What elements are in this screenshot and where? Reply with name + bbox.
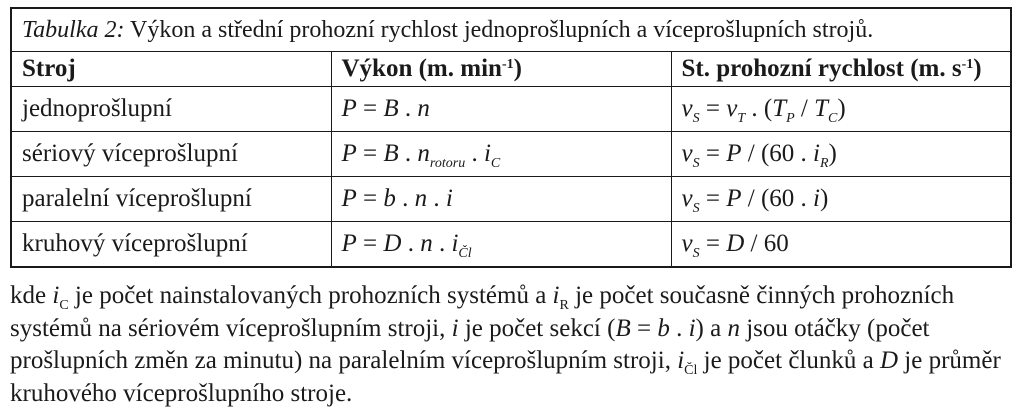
machine-name: paralelní víceprošlupní	[11, 177, 331, 222]
header-rychlost	[671, 52, 1011, 87]
explanation-paragraph: kde $i_C$ je počet nainstalovaných prohozních systémů a $i_R$ je počet současně činných prohozních systémů na sériovém víceprošlupním stroji, i je počet sekcí (B = b . i) a n jsou otáčky (počet prošlupních změn za minutu) na paralelním víceprošlupním stroji, $i_{Čl}$ je počet člunků a D je průměr kruhového víceprošlupního stroje.	[10, 282, 1001, 407]
header-vykon	[331, 52, 671, 87]
table-row	[11, 222, 1011, 268]
table-row	[11, 177, 1011, 222]
document	[10, 7, 1010, 410]
header-rychlost-unit-exp: -1	[961, 57, 974, 72]
header-vykon-close: )	[513, 55, 522, 82]
power-formula: P = B . $n_{rotoru}$ . $i_C$	[331, 132, 671, 177]
machine-name: kruhový víceprošlupní	[11, 222, 331, 268]
machines-table	[10, 7, 1012, 268]
speed-formula: $v_S = P / (60$ . $i_R$)	[671, 132, 1011, 177]
table-header-row	[11, 52, 1011, 87]
table-caption	[11, 8, 1011, 52]
speed-formula: $v_S = P / (60$ . i)	[671, 177, 1011, 222]
header-rychlost-text: St. prohozní rychlost (m. s	[681, 55, 962, 82]
table-row	[11, 132, 1011, 177]
power-formula: P = D . n . $i_{Čl}$	[331, 222, 671, 268]
power-formula: P = B . n	[331, 87, 671, 132]
header-vykon-text: Výkon (m. min	[341, 55, 502, 82]
machine-name: jednoprošlupní	[11, 87, 331, 132]
header-rychlost-close: )	[973, 55, 982, 82]
table-caption-text: Výkon a střední prohozní rychlost jednoprošlupních a víceprošlupních strojů.	[124, 16, 874, 43]
speed-formula: $v_S = v_T$ . $(T_P / T_C)$	[671, 87, 1011, 132]
speed-formula: $v_S = D / 60$	[671, 222, 1011, 268]
header-vykon-unit-exp: -1	[501, 57, 514, 72]
header-stroj: Stroj	[11, 52, 331, 87]
table-row	[11, 87, 1011, 132]
power-formula: P = b . n . i	[331, 177, 671, 222]
table-caption-label: Tabulka 2:	[22, 16, 125, 43]
machine-name: sériový víceprošlupní	[11, 132, 331, 177]
